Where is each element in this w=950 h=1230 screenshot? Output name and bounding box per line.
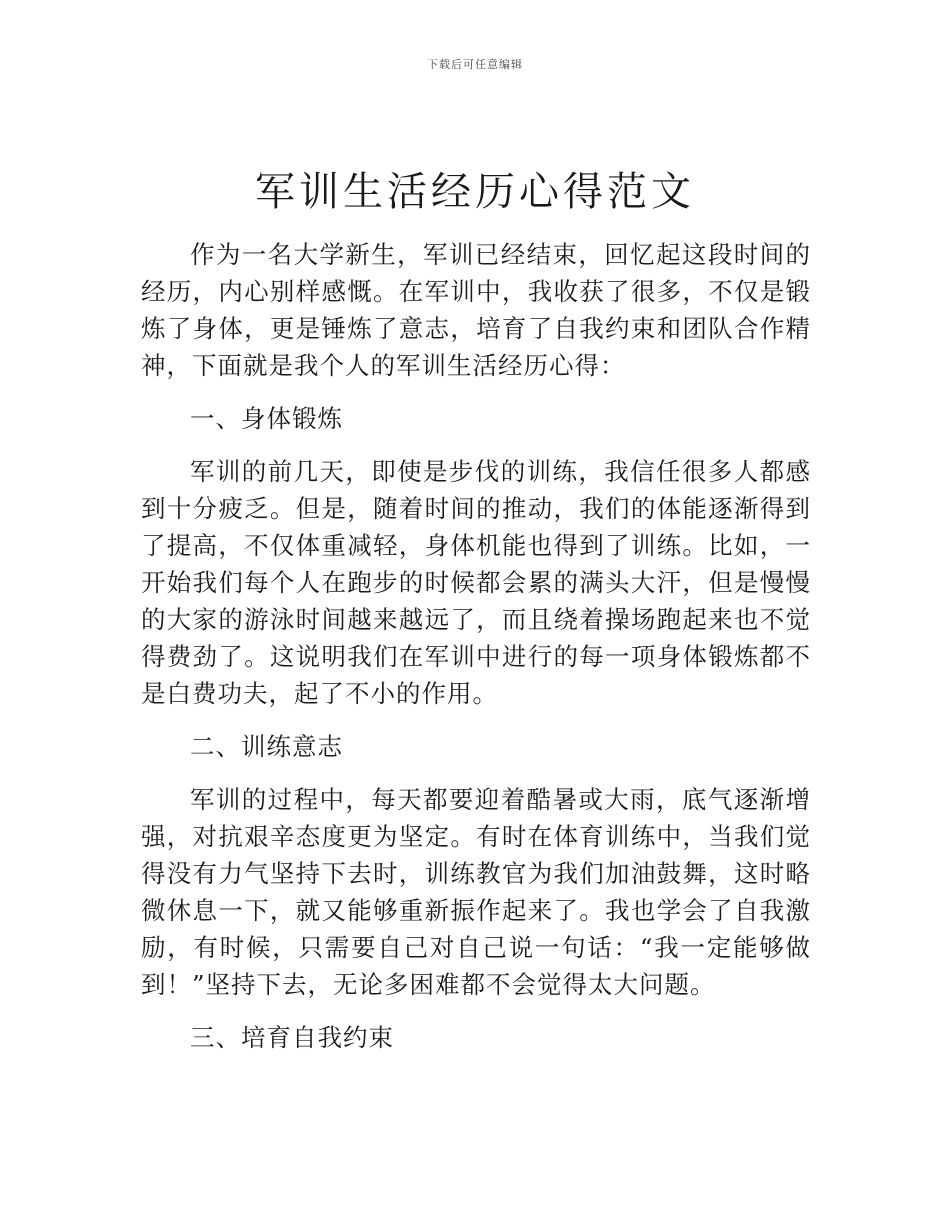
document-body (141, 236, 811, 1072)
section-heading-body-exercise: 一、身体锻炼 (190, 404, 343, 433)
section-heading-self-discipline: 三、培育自我约束 (190, 1023, 394, 1052)
header-note: 下载后可任意编辑 (427, 58, 523, 71)
section-heading-willpower: 二、训练意志 (190, 732, 343, 761)
document-title: 军训生活经历心得范文 (255, 169, 695, 215)
section-paragraph-willpower: 军训的过程中，每天都要迎着酷暑或大雨，底气逐渐增强，对抗艰辛态度更为坚定。有时在体育训练中，当我们觉得没有力气坚持下去时，训练教官为我们加油鼓舞，这时略微休息一下，就又能够重新振作起来了。我也学会了自我激励，有时候，只需要自己对自己说一句话：“我一定能够做到！”坚持下去，无论多困难都不会觉得太大问题。 (141, 785, 811, 999)
section-paragraph-body-exercise: 军训的前几天，即使是步伐的训练，我信任很多人都感到十分疲乏。但是，随着时间的推动，我们的体能逐渐得到了提高，不仅体重减轻，身体机能也得到了训练。比如，一开始我们每个人在跑步的时候都会累的满头大汗，但是慢慢的大家的游泳时间越来越远了，而且绕着操场跑起来也不觉得费劲了。这说明我们在军训中进行的每一项身体锻炼都不是白费功夫，起了不小的作用。 (141, 457, 811, 708)
intro-paragraph: 作为一名大学新生，军训已经结束，回忆起这段时间的经历，内心别样感慨。在军训中，我收获了很多，不仅是锻炼了身体，更是锤炼了意志，培育了自我约束和团队合作精神，下面就是我个人的军训生活经历心得： (141, 240, 811, 380)
